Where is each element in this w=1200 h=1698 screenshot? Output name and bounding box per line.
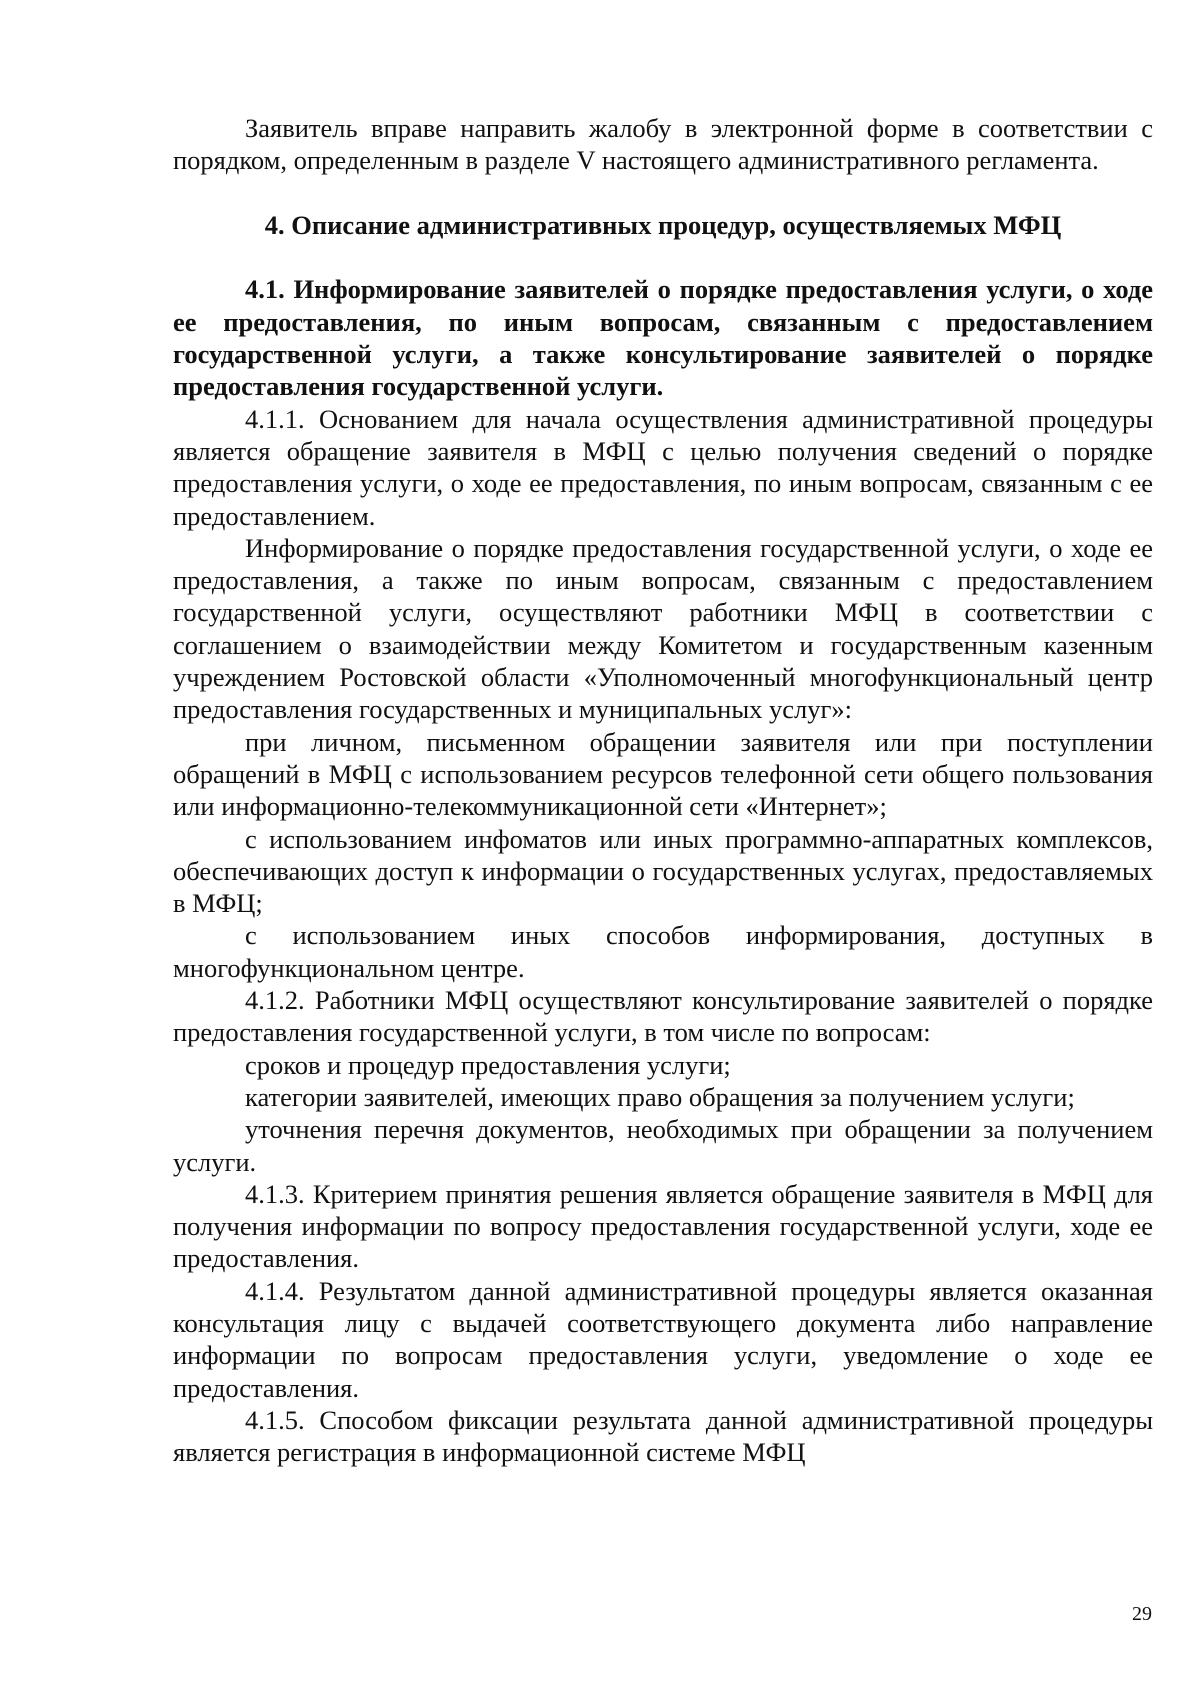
page-number: 29 (1132, 1603, 1152, 1625)
paragraph-4-1-2: 4.1.2. Работники МФЦ осуществляют консультирование заявителей о порядке предоставления государственной услуги, в том числе по вопросам: (173, 985, 1153, 1048)
paragraph-infomats: с использованием инфоматов или иных программно-аппаратных комплексов, обеспечивающих доступ к информации о государственных услугах, предоставляемых в МФЦ; (173, 823, 1153, 919)
document-body (173, 112, 1153, 1468)
paragraph-4-1-1: 4.1.1. Основанием для начала осуществления административной процедуры является обращение заявителя в МФЦ с целью получения сведений о порядке предоставления услуги, о ходе ее предоставления, по иным вопросам, связанным с ее предоставлением. (173, 403, 1153, 531)
paragraph-complaint-electronic: Заявитель вправе направить жалобу в электронной форме в соответствии с порядком, определенным в разделе V настоящего административного регламента. (173, 113, 1153, 176)
section-heading: 4. Описание административных процедур, осуществляемых МФЦ (264, 209, 1062, 240)
paragraph-categories: категории заявителей, имеющих право обращения за получением услуги; (245, 1081, 1075, 1112)
paragraph-documents: уточнения перечня документов, необходимых при обращении за получением услуги. (173, 1114, 1153, 1177)
paragraph-personal-request: при личном, письменном обращении заявителя или при поступлении обращений в МФЦ с использованием ресурсов телефонной сети общего пользования или информационно-телекоммуникационной сети «Интернет»; (173, 726, 1153, 822)
paragraph-other-methods: с использованием иных способов информирования, доступных в многофункциональном центре. (173, 920, 1153, 983)
paragraph-4-1-3: 4.1.3. Критерием принятия решения является обращение заявителя в МФЦ для получения информации по вопросу предоставления государственной услуги, ходе ее предоставления. (173, 1178, 1153, 1274)
paragraph-informing: Информирование о порядке предоставления государственной услуги, о ходе ее предоставления, а также по иным вопросам, связанным с предоставлением государственной услуги, осуществляют работники МФЦ в соответствии с соглашением о взаимодействии между Комитетом и государственным казенным учреждением Ростовской области «Уполномоченный многофункциональный центр предоставления государственных и муниципальных услуг»: (173, 532, 1153, 725)
paragraph-4-1-5: 4.1.5. Способом фиксации результата данной административной процедуры является регистрация в информационной системе МФЦ (173, 1404, 1153, 1468)
subsection-heading: 4.1. Информирование заявителей о порядке предоставления услуги, о ходе ее предоставления, по иным вопросам, связанным с предоставлением государственной услуги, а также консультирование заявителей о порядке предоставления государственной услуги. (173, 274, 1153, 402)
paragraph-4-1-4: 4.1.4. Результатом данной административной процедуры является оказанная консультация лицу с выдачей соответствующего документа либо направление информации по вопросам предоставления услуги, уведомление о ходе ее предоставления. (173, 1275, 1153, 1403)
paragraph-terms: сроков и процедур предоставления услуги; (245, 1049, 731, 1080)
